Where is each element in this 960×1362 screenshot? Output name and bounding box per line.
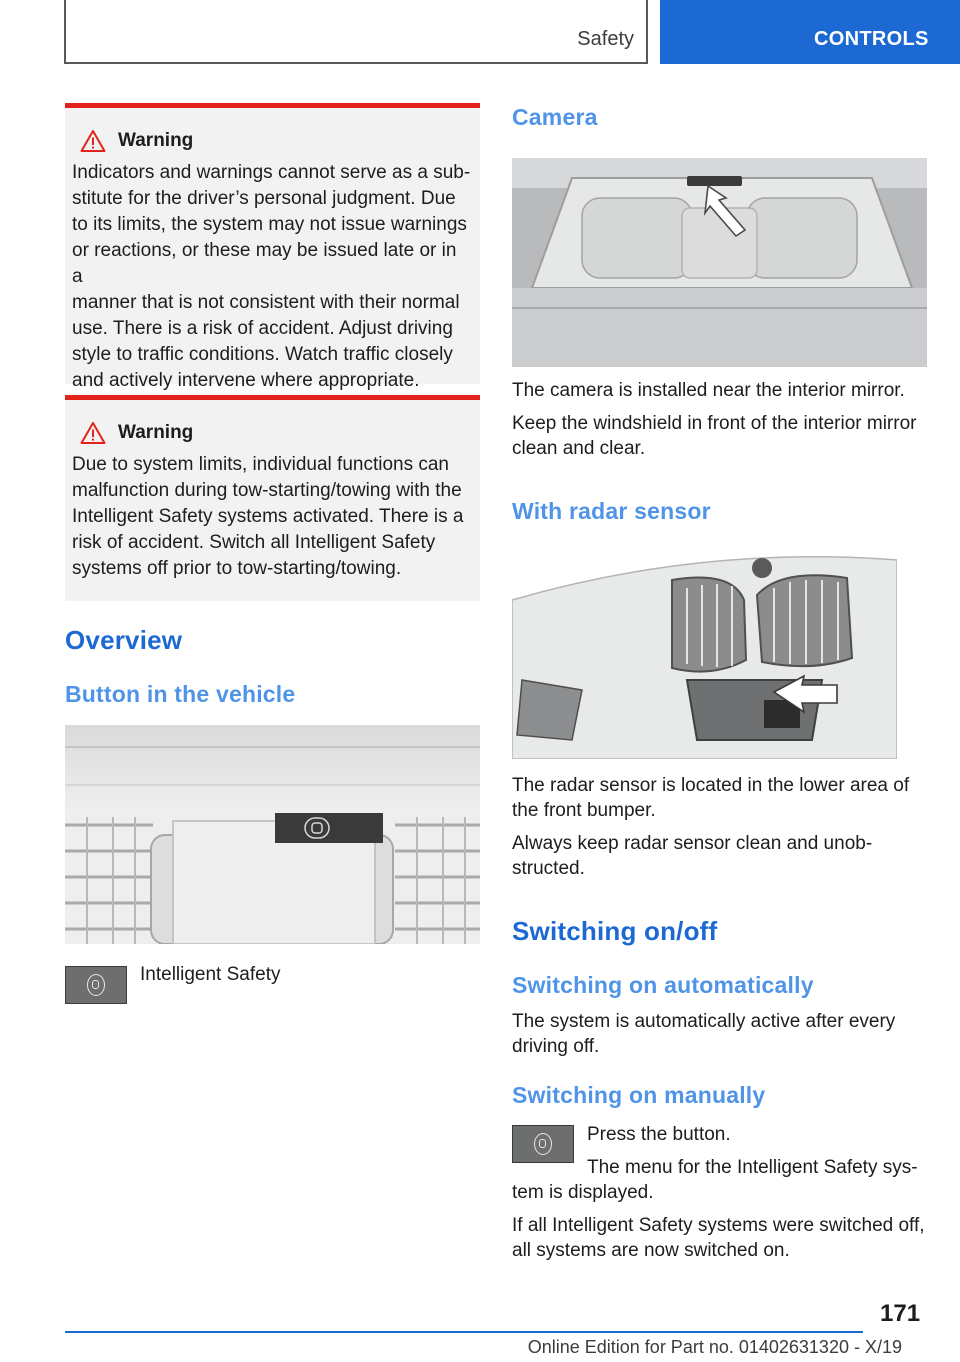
radar-sensor-illustration [512, 540, 897, 759]
button-in-vehicle-heading: Button in the vehicle [65, 681, 296, 707]
switching-auto-heading: Switching on automatically [512, 972, 814, 998]
warning-box-2 [65, 395, 480, 601]
footer-rule [65, 1331, 863, 1333]
warning-line: stitute for the driver’s personal judgment. Due [72, 188, 456, 209]
warning-line: risk of accident. Switch all Intelligent Safety [72, 532, 436, 553]
header-section-title: Safety [577, 28, 634, 50]
switching-heading: Switching on/off [512, 916, 718, 946]
switching-manual-heading: Switching on manually [512, 1082, 766, 1108]
dashboard-button-illustration [65, 725, 480, 944]
warning-line: Intelligent Safety systems activated. There is a [72, 506, 464, 527]
header-section-box [64, 0, 648, 64]
warning-line: systems off prior to tow-starting/towing. [72, 558, 402, 579]
warning-header [72, 420, 472, 446]
camera-illustration [512, 158, 927, 367]
switching-manual-text: tem is displayed. If all Intelligent Safety systems were switched off, all systems are now switched on. [512, 1182, 925, 1261]
warning-line: manner that is not consistent with their normal [72, 292, 460, 313]
warning-line: and actively intervene where appropriate. [72, 370, 420, 391]
warning-title: Warning [118, 422, 194, 443]
warning-line: use. There is a risk of accident. Adjust driving [72, 318, 453, 339]
page-number: 171 [880, 1300, 921, 1327]
header-chapter-tab [660, 0, 960, 64]
button-caption: Intelligent Safety [140, 964, 281, 985]
warning-line: to its limits, the system may not issue warnings [72, 214, 467, 235]
warning-line: Due to system limits, individual functions can [72, 454, 449, 475]
switching-manual-step: Press the button. The menu for the Intelligent Safety sys- [587, 1124, 918, 1178]
switching-auto-text: The system is automatically active after every driving off. [512, 1011, 896, 1057]
intelligent-safety-button-icon [65, 966, 127, 1004]
warning-title: Warning [118, 130, 194, 151]
overview-heading: Overview [65, 625, 183, 655]
radar-text: The radar sensor is located in the lower area of the front bumper. Always keep radar sensor clean and unob- structed. [512, 775, 910, 879]
footer-edition: Online Edition for Part no. 01402631320 - X/19 [527, 1337, 902, 1357]
warning-header [72, 128, 472, 154]
intelligent-safety-button-icon [512, 1125, 574, 1163]
warning-line: style to traffic conditions. Watch traffic closely [72, 344, 453, 365]
camera-heading: Camera [512, 104, 598, 130]
radar-heading: With radar sensor [512, 498, 711, 524]
warning-triangle-icon [80, 421, 106, 445]
warning-line: or reactions, or these may be issued late or in a [72, 240, 457, 287]
warning-triangle-icon [80, 129, 106, 153]
camera-text: The camera is installed near the interior mirror. Keep the windshield in front of the interior mirror clean and clear. [512, 380, 917, 459]
warning-line: Indicators and warnings cannot serve as a sub- [72, 162, 471, 183]
warning-line: malfunction during tow-starting/towing with the [72, 480, 462, 501]
header-chapter-title: CONTROLS [814, 28, 929, 50]
warning-box-1 [65, 103, 480, 391]
